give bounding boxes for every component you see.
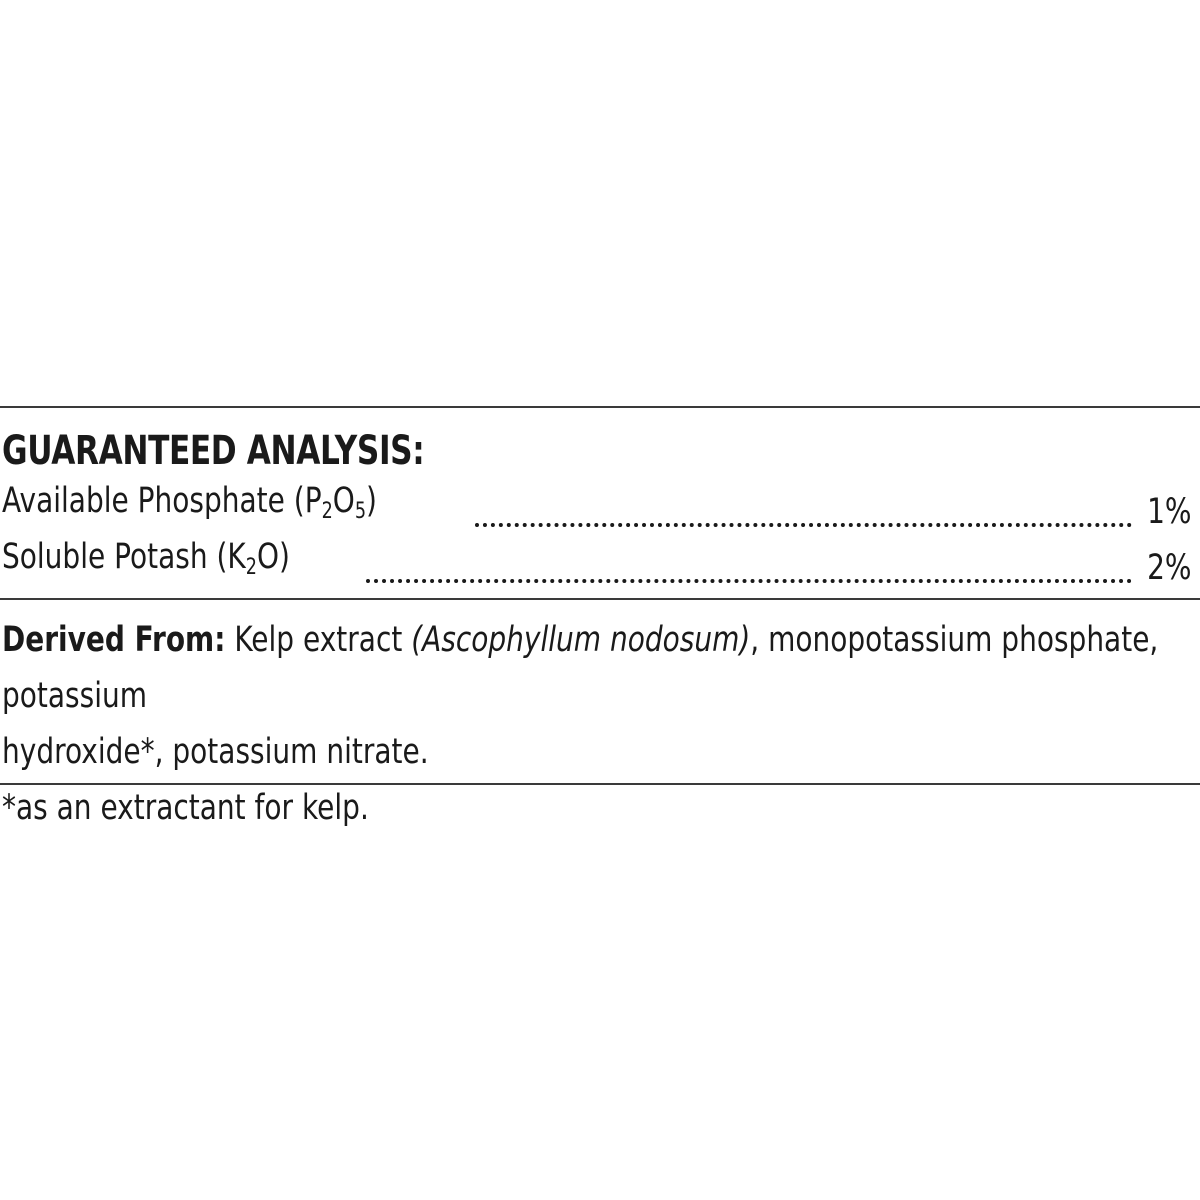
middle-divider [0, 598, 1200, 600]
derived-from-line: Derived From: Kelp extract (Ascophyllum nodosum), monopotassium phosphate, potassium [2, 620, 1159, 716]
nutrient-name: Soluble Potash $(K_2O)$ [2, 537, 290, 580]
analysis-heading: GUARANTEED ANALYSIS: [2, 428, 425, 474]
nutrient-name: Available Phosphate $(P_2O_5)$ [2, 481, 377, 524]
footnote: *as an extractant for kelp. [2, 788, 369, 828]
analysis-row-potash [2, 537, 1192, 596]
derived-from-continuation: hydroxide*, potassium nitrate. [2, 732, 429, 772]
dot-leader [366, 579, 1133, 583]
nutrient-percentage: 1% [1147, 492, 1192, 532]
bottom-divider [0, 783, 1200, 785]
nutrient-percentage: 2% [1147, 548, 1192, 588]
derived-from-section [2, 612, 1186, 836]
dot-leader [475, 523, 1133, 527]
derived-from-lead: Derived From: [2, 620, 226, 660]
top-divider [0, 406, 1200, 408]
species-name: (Ascophyllum nodosum) [411, 620, 751, 660]
